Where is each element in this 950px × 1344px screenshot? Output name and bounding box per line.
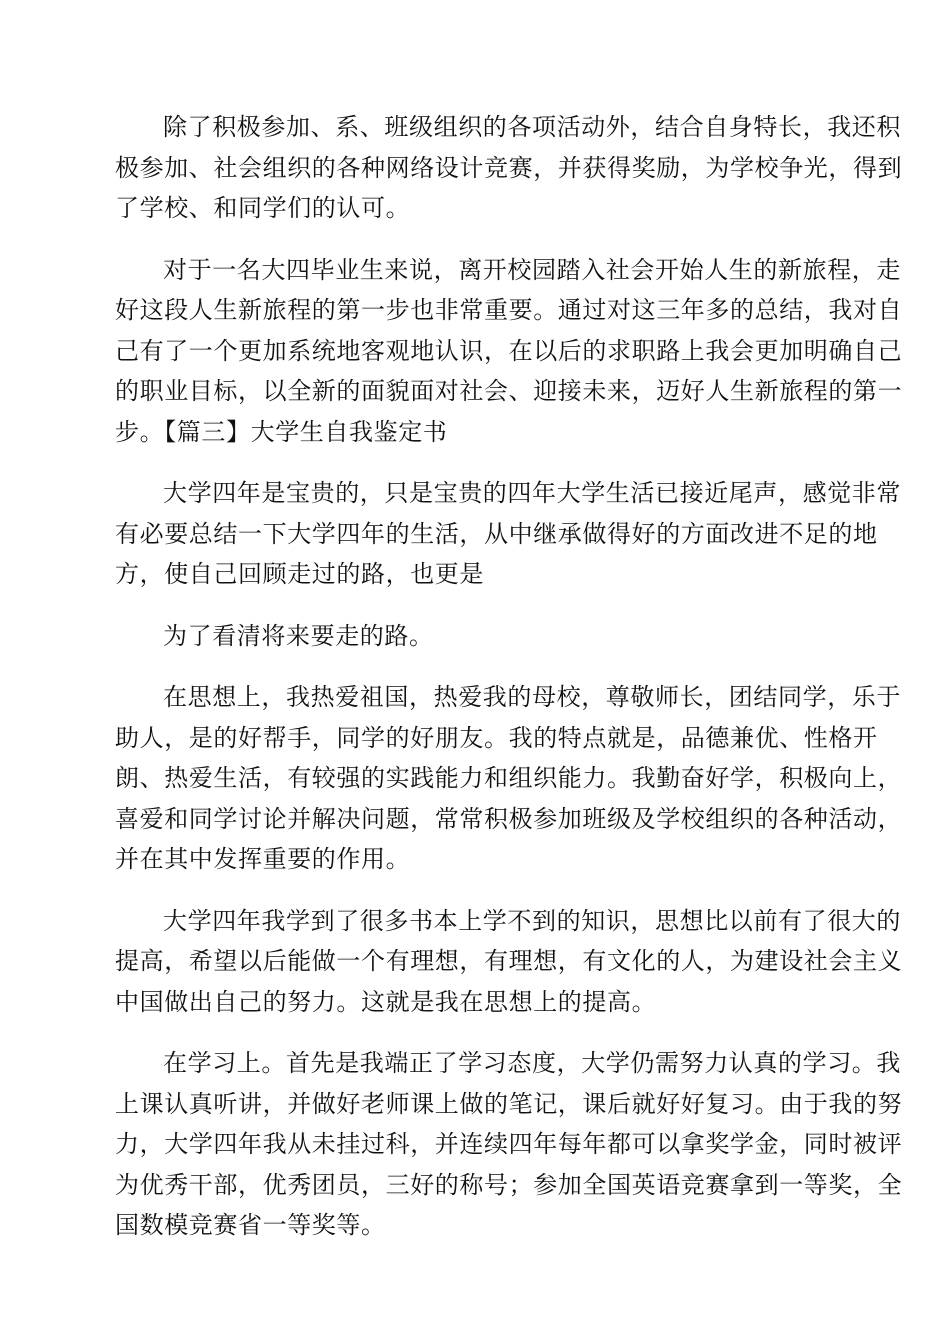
text-line: 中国做出自己的努力。这就是我在思想上的提高。 [115,987,657,1016]
text-line: 为优秀干部，优秀团员，三好的称号；参加全国英语竞赛拿到一等奖，全 [115,1170,903,1199]
text-line: 了学校、和同学们的认可。 [115,194,411,222]
text-line: 除了积极参加、系、班级组织的各项活动外，结合自身特长，我还积 [163,113,901,141]
text-line: 为了看清将来要走的路。 [163,621,434,650]
text-line: 助人，是的好帮手，同学的好朋友。我的特点就是，品德兼优、性格开 [115,723,878,752]
paragraph-1 [115,107,903,229]
paragraph-5 [115,677,903,880]
text-line: 上课认真听讲，并做好老师课上做的笔记，课后就好好复习。由于我的努 [115,1089,903,1118]
text-line: 对于一名大四毕业生来说，离开校园踏入社会开始人生的新旅程，走 [163,255,901,284]
text-line: 极参加、社会组织的各种网络设计竞赛，并获得奖励，为学校争光，得到 [115,153,903,182]
text-line: 有必要总结一下大学四年的生活，从中继承做得好的方面改进不足的地 [115,519,878,548]
text-line: 步。【篇三】大学生自我鉴定书 [115,417,448,446]
paragraph-3 [115,473,901,595]
text-line: 大学四年是宝贵的，只是宝贵的四年大学生活已接近尾声，感觉非常 [163,479,901,507]
text-line: 力，大学四年我从未挂过科，并连续四年每年都可以拿奖学金，同时被评 [115,1130,903,1158]
paragraph-4 [115,616,835,657]
text-line: 提高，希望以后能做一个有理想，有理想，有文化的人，为建设社会主义 [115,947,903,975]
text-line: 在思想上，我热爱祖国，热爱我的母校，尊敬师长，团结同学，乐于 [163,683,901,711]
text-line: 大学四年我学到了很多书本上学不到的知识，思想比以前有了很大的 [163,906,901,935]
document-page [115,107,903,1267]
paragraph-6 [115,901,903,1023]
text-line: 好这段人生新旅程的第一步也非常重要。通过对这三年多的总结，我对自 [115,296,903,324]
text-line: 的职业目标，以全新的面貌面对社会、迎接未来，迈好人生新旅程的第一 [115,377,903,405]
text-line: 喜爱和同学讨论并解决问题，常常积极参加班级及学校组织的各种活动， [115,804,903,833]
text-line: 并在其中发挥重要的作用。 [115,845,411,873]
text-line: 方，使自己回顾走过的路，也更是 [115,560,484,588]
paragraph-7 [115,1043,903,1246]
paragraph-2 [115,250,903,453]
text-line: 己有了一个更加系统地客观地认识，在以后的求职路上我会更加明确自己 [115,336,903,365]
text-line: 朗、热爱生活，有较强的实践能力和组织能力。我勤奋好学，积极向上， [115,764,903,792]
text-line: 国数模竞赛省一等奖等。 [115,1211,386,1239]
text-line: 在学习上。首先是我端正了学习态度，大学仍需努力认真的学习。我 [163,1049,901,1077]
